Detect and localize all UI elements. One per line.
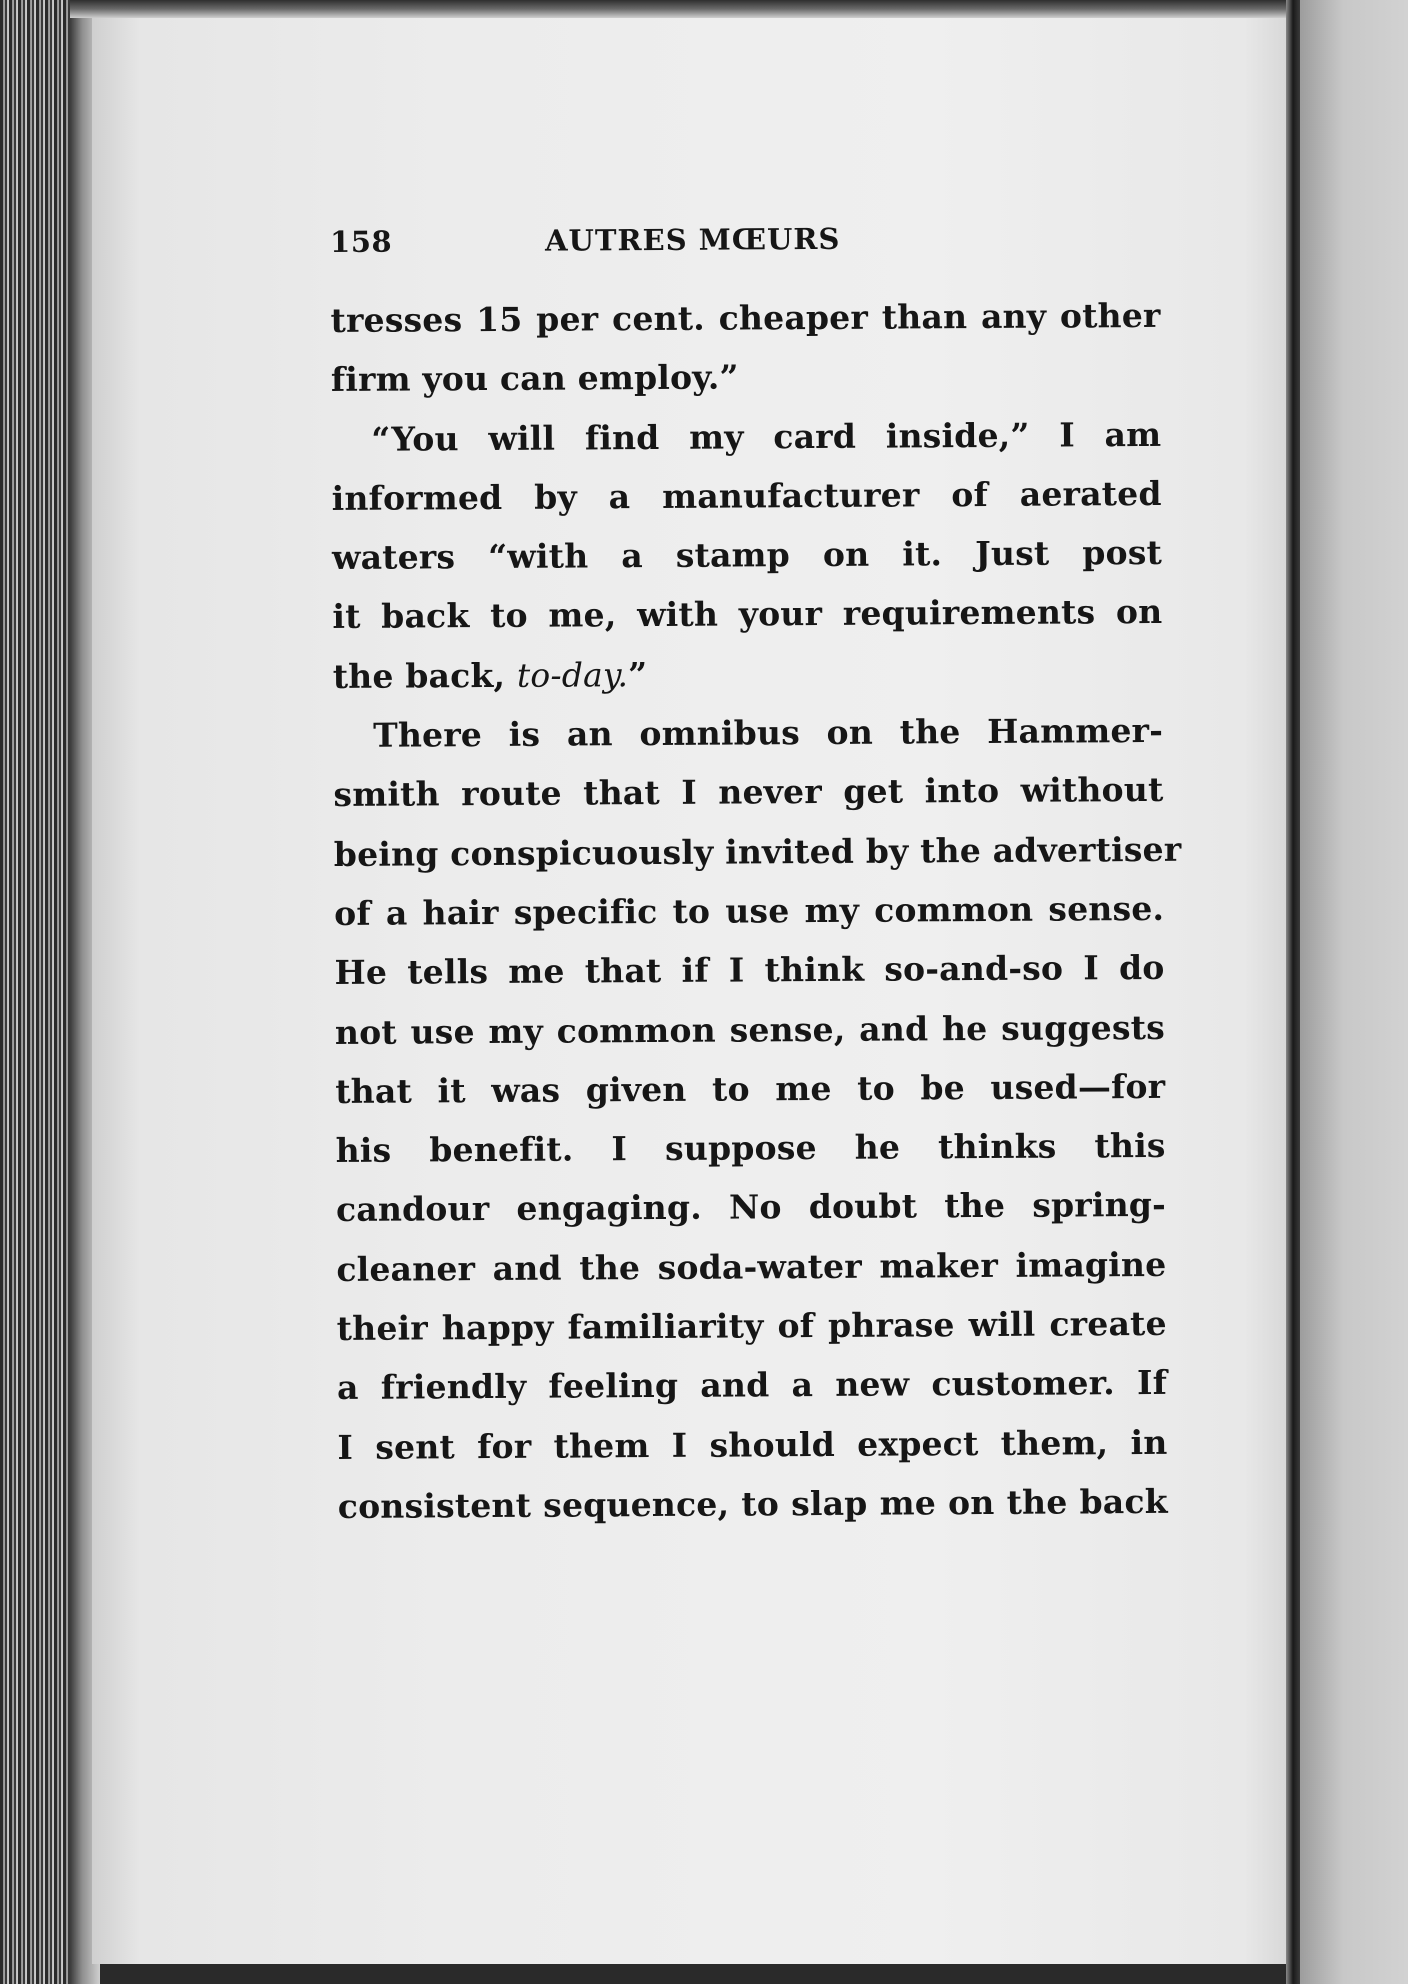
text-line: consistent sequence, to slap me on the back [337, 1481, 1168, 1526]
text-line: There is an omnibus on the Hammer- [372, 710, 1164, 755]
text-line: He tells me that if I think so-and-so I do [334, 948, 1165, 993]
text-line: not use my common sense, and he suggests [334, 1007, 1166, 1052]
text-line: tresses 15 per cent. cheaper than any other [330, 295, 1161, 340]
text-line: “You will find my card inside,” I am [371, 414, 1162, 459]
book-page-edges [0, 0, 70, 1984]
text-line: candour engaging. No doubt the spring- [335, 1185, 1167, 1230]
text-line: informed by a manufacturer of aerated [331, 473, 1162, 518]
text-line: waters “with a stamp on it. Just post [331, 533, 1163, 578]
text-segment: the back, [332, 655, 506, 696]
facing-page-edge [1300, 0, 1408, 1984]
italic-text: to-day. [516, 654, 629, 695]
page-text-block [330, 220, 1182, 1536]
page-number: 158 [330, 224, 393, 259]
text-line: of a hair specific to use my common sense. [334, 888, 1165, 933]
text-line: I sent for them I should expect them, in [337, 1422, 1168, 1467]
text-line: firm you can employ.” [330, 357, 739, 400]
text-line: a friendly feeling and a new customer. If [336, 1363, 1168, 1408]
top-edge-shadow [70, 0, 1330, 18]
text-line: cleaner and the soda-water maker imagine [336, 1244, 1167, 1289]
text-segment: ” [628, 654, 648, 694]
book-gutter [1286, 0, 1300, 1984]
text-line: his benefit. I suppose he thinks this [335, 1126, 1166, 1171]
text-line: being conspicuously invited by the advertiser [333, 829, 1182, 874]
text-line: it back to me, with your requirements on [332, 592, 1163, 637]
text-line: that it was given to me to be used—for [335, 1066, 1166, 1111]
running-title: AUTRES MŒURS [544, 221, 841, 258]
running-head [330, 220, 1160, 285]
text-line [333, 642, 1163, 706]
text-line: smith route that I never get into without [333, 770, 1164, 815]
text-line: their happy familiarity of phrase will create [336, 1303, 1167, 1349]
